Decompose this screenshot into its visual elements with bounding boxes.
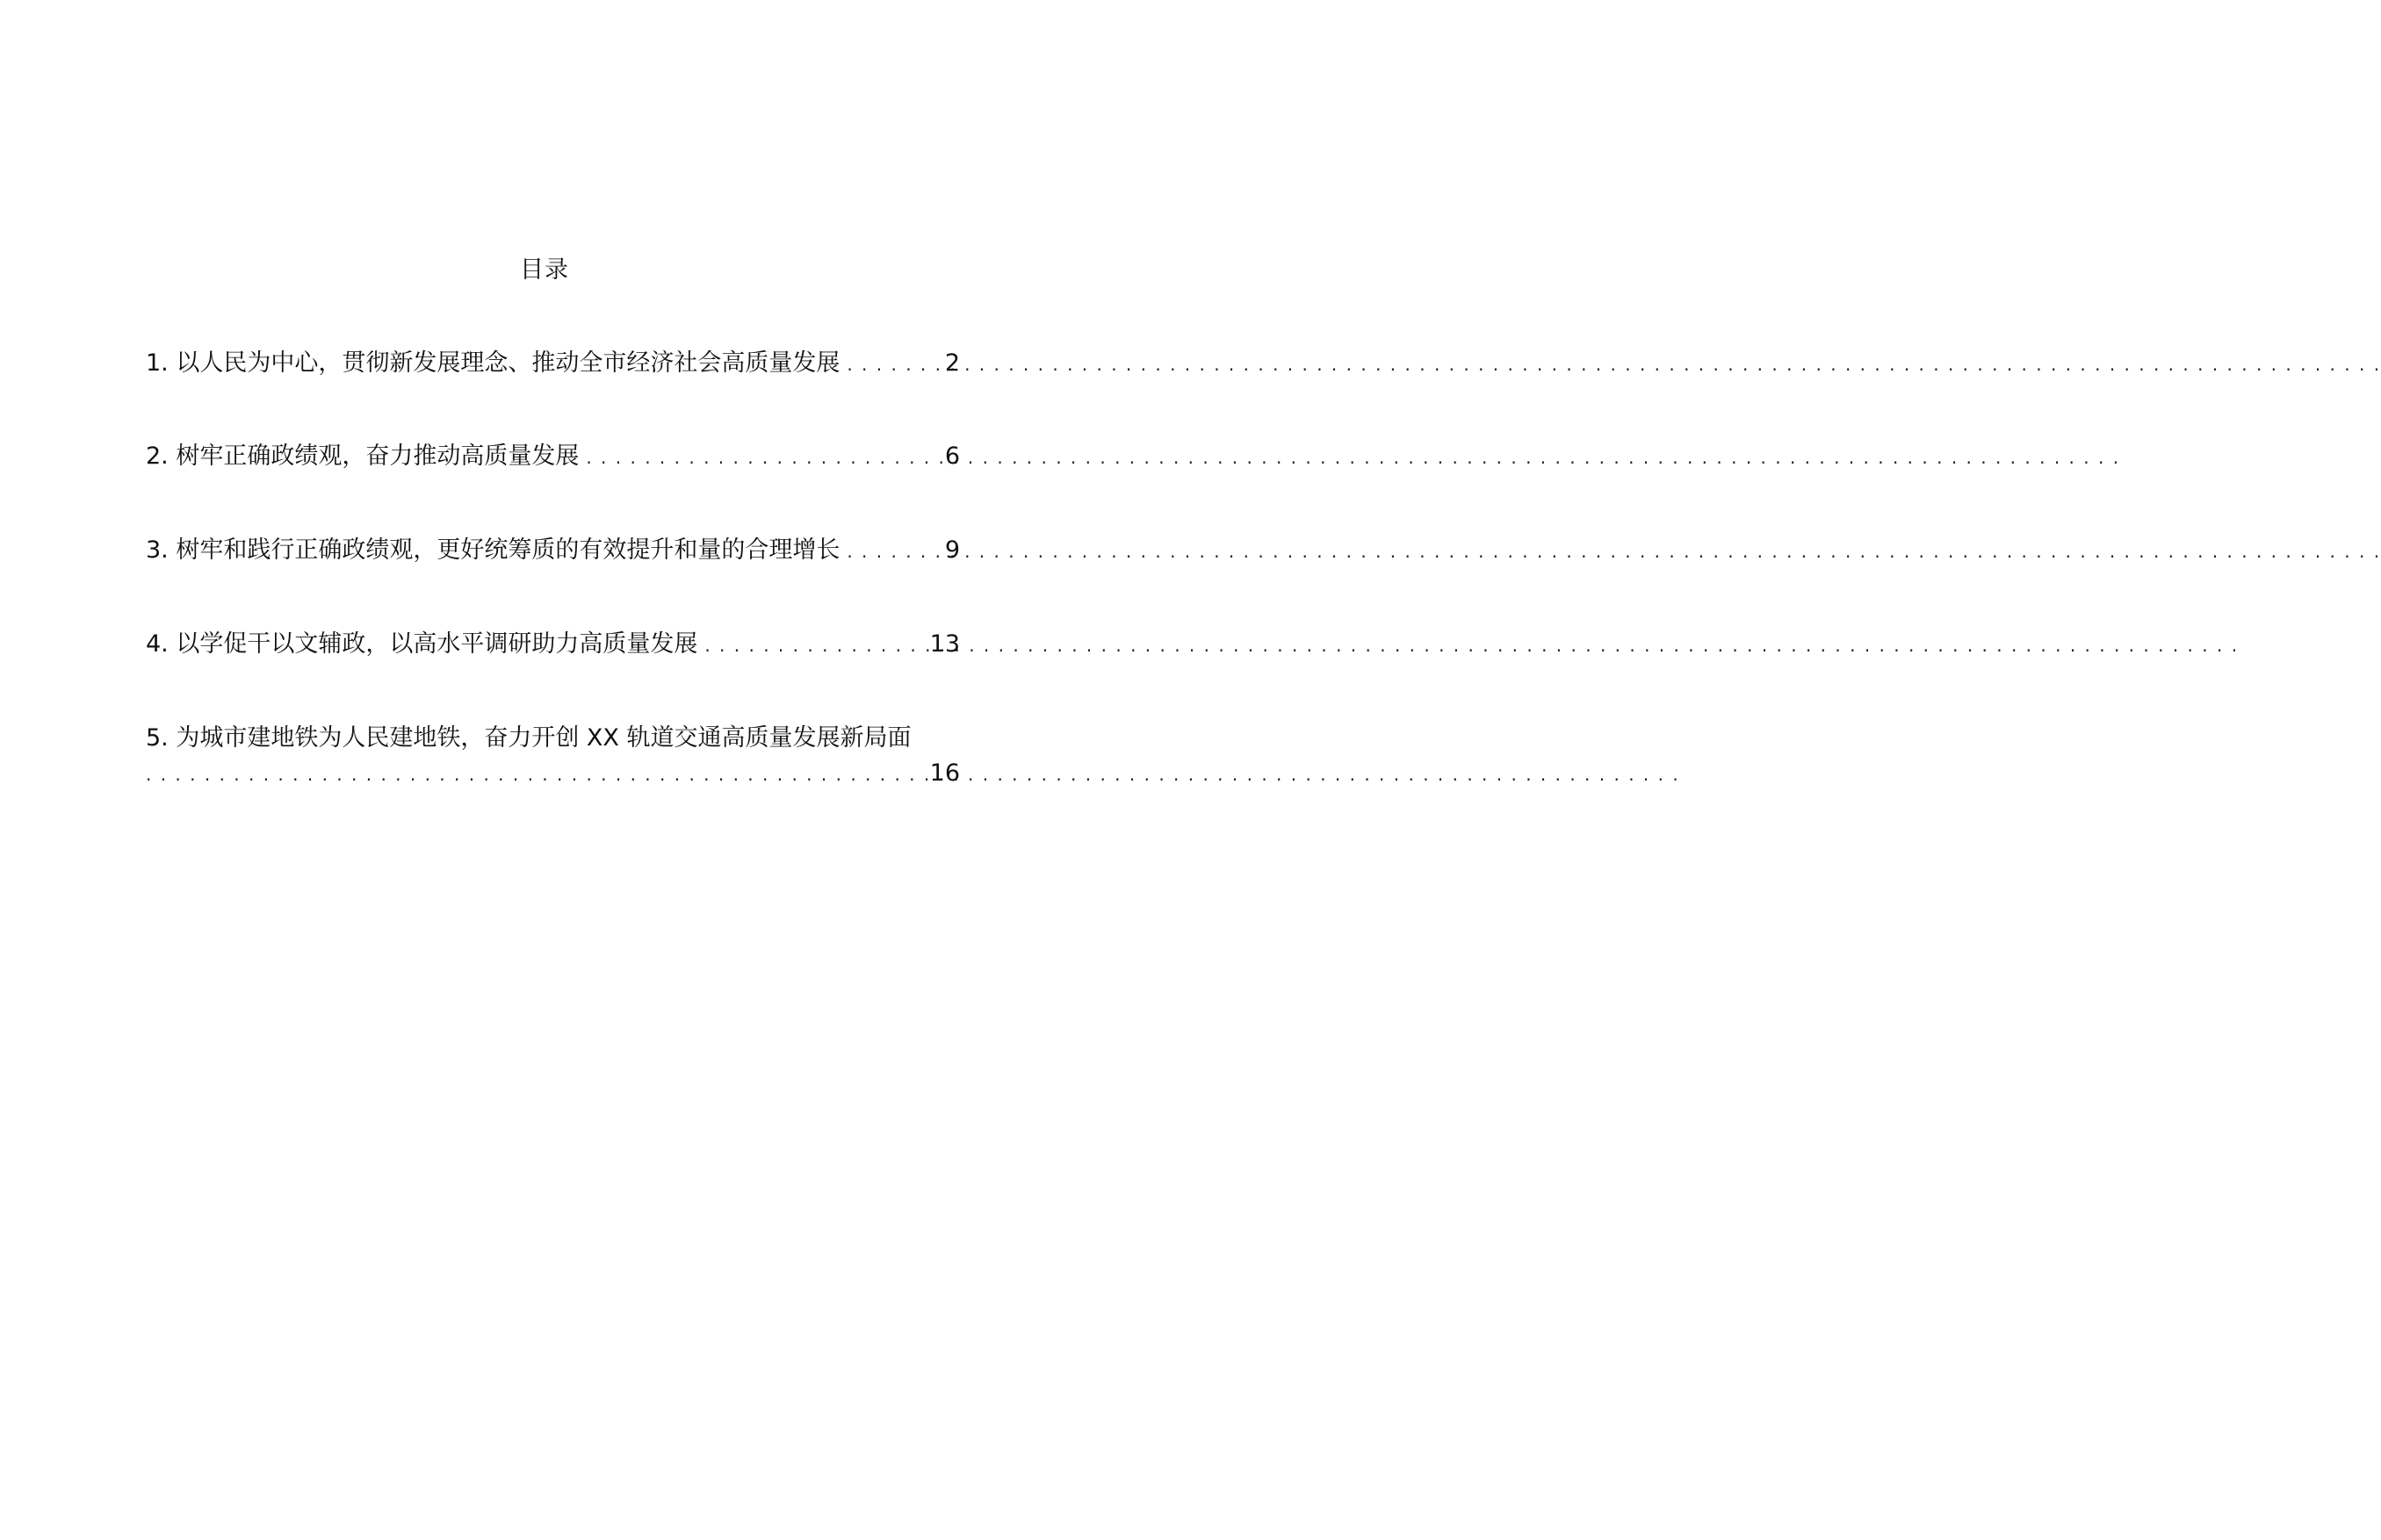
toc-entry-1[interactable] [146,346,960,382]
toc-entry-5[interactable] [146,721,960,792]
toc-page-number: 13 [929,630,960,658]
toc-entry-title: 1. 以人民为中心，贯彻新发展理念、推动全市经济社会高质量发展 [146,349,841,377]
toc-leader-dots [704,628,922,663]
toc-entry-title: 4. 以学促干以文辅政，以高水平调研助力高质量发展 [146,630,698,658]
toc-leader-dots [847,347,937,382]
toc-page-number: 2 [944,349,960,377]
toc-entry-title: 2. 树牢正确政绩观，奋力推动高质量发展 [146,443,580,470]
toc-page-number: 9 [944,536,960,564]
toc-leader-dots [146,757,923,792]
toc-page-number: 16 [929,759,960,787]
toc-entry-title: 5. 为城市建地铁为人民建地铁，奋力开创 XX 轨道交通高质量发展新局面 [146,724,912,752]
toc-leader-dots [847,534,937,569]
toc-leader-dots [586,440,937,475]
toc-page-number: 6 [944,443,960,470]
toc-entry-3[interactable] [146,533,960,569]
toc-entry-2[interactable] [146,439,960,475]
page-title: 目录 [520,256,569,284]
toc-entry-title: 3. 树牢和践行正确政绩观，更好统筹质的有效提升和量的合理增长 [146,536,841,564]
toc-entry-4[interactable] [146,627,960,663]
